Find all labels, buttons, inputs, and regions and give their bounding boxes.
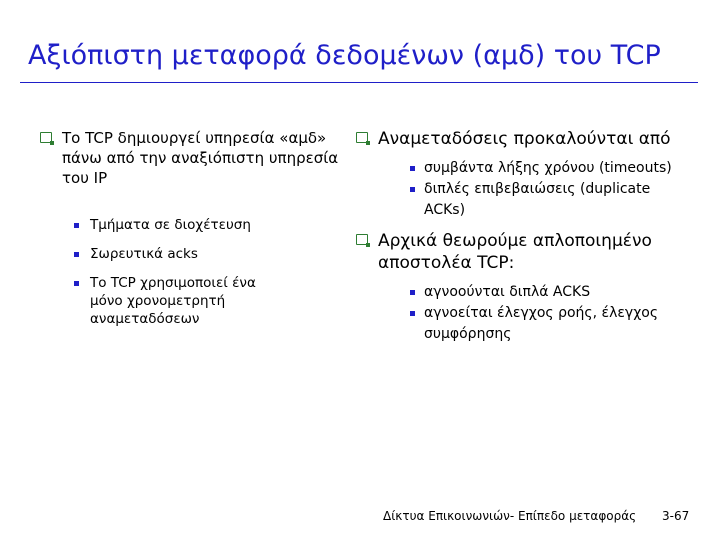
list-item-text: συμβάντα λήξης χρόνου (timeouts)	[424, 160, 672, 176]
right-sub-list-1	[356, 158, 701, 221]
right-bullet-1-text: Αναμεταδόσεις προκαλούνται από	[378, 129, 671, 149]
list-item	[90, 245, 345, 263]
list-item	[424, 282, 701, 303]
slide-title: Αξιόπιστη μεταφορά δεδομένων (αμδ) του TCP	[28, 40, 661, 71]
list-item	[90, 274, 290, 328]
page-number: 3-67	[662, 509, 690, 523]
square-bullet-icon	[356, 132, 368, 143]
right-bullet-1	[356, 128, 701, 150]
left-sub-list	[40, 216, 345, 328]
left-bullet-text: Το TCP δημιουργεί υπηρεσία «αμδ» πάνω από την αναξιόπιστη υπηρεσία του IP	[62, 129, 339, 187]
right-column	[356, 128, 701, 345]
small-square-bullet-icon	[410, 311, 415, 316]
list-item-text: Τμήματα σε διοχέτευση	[90, 217, 251, 233]
list-item	[90, 216, 345, 234]
right-bullet-2	[356, 230, 701, 274]
small-square-bullet-icon	[410, 187, 415, 192]
slide-footer: Δίκτυα Επικοινωνιών- Επίπεδο μεταφοράς	[383, 509, 637, 523]
list-item-text: Σωρευτικά acks	[90, 246, 198, 262]
small-square-bullet-icon	[74, 252, 79, 257]
list-item-text: αγνοούνται διπλά ACKS	[424, 284, 591, 300]
small-square-bullet-icon	[74, 281, 79, 286]
square-bullet-icon	[40, 132, 52, 143]
list-item	[424, 303, 699, 345]
left-column	[40, 128, 345, 328]
left-bullet	[40, 128, 345, 188]
list-item-text: διπλές επιβεβαιώσεις (duplicate ACKs)	[424, 181, 651, 218]
title-underline	[20, 82, 698, 83]
list-item	[424, 158, 674, 179]
square-bullet-icon	[356, 234, 368, 245]
right-sub-list-2	[356, 282, 701, 345]
list-item-text: Το TCP χρησιμοποιεί ένα μόνο χρονομετρητή αναμεταδόσεων	[90, 275, 256, 327]
list-item-text: αγνοείται έλεγχος ροής, έλεγχος συμφόρησης	[424, 305, 659, 342]
small-square-bullet-icon	[410, 290, 415, 295]
small-square-bullet-icon	[74, 223, 79, 228]
list-item	[424, 179, 674, 221]
right-bullet-2-text: Αρχικά θεωρούμε απλοποιημένο αποστολέα TCP:	[378, 231, 652, 273]
small-square-bullet-icon	[410, 166, 415, 171]
